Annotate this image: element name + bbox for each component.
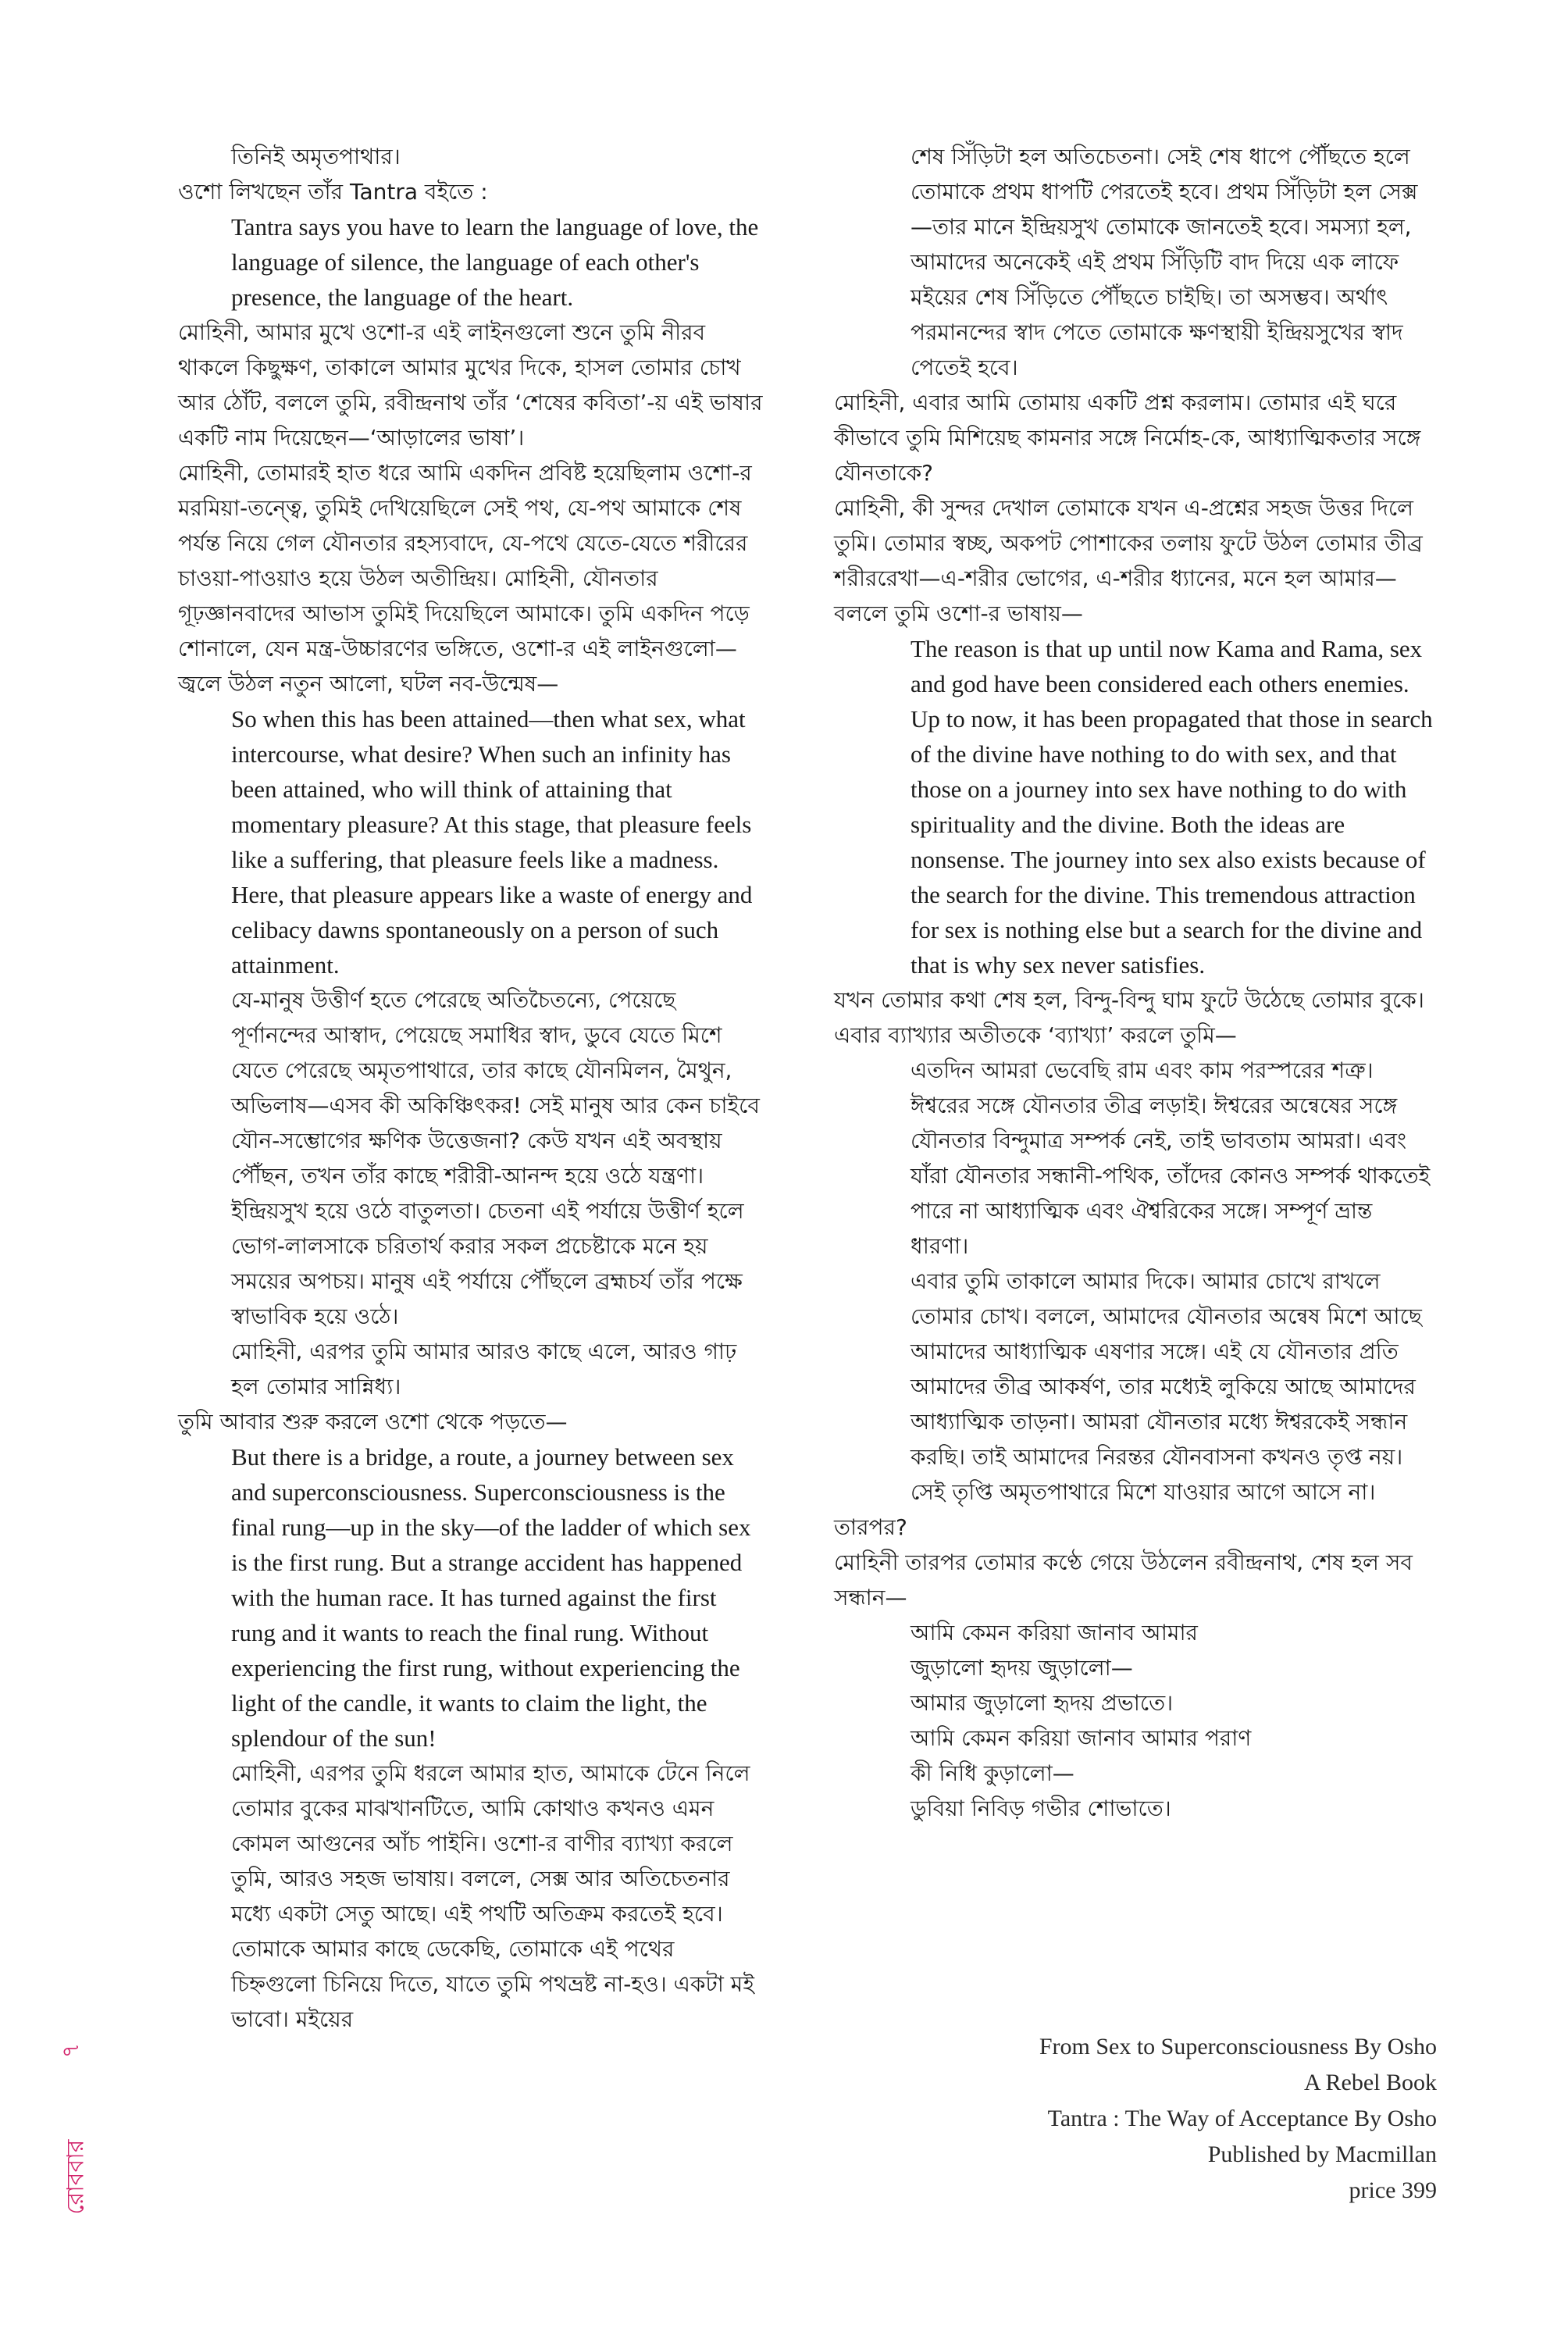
credit-line: From Sex to Superconsciousness By Osho [1039,2034,1437,2059]
bengali-paragraph: জুড়ালো হৃদয় জুড়ালো— [911,1655,1133,1681]
bengali-paragraph: যে-মানুষ উত্তীর্ণ হতে পেরেছে অতিচৈতন্যে, পেয়েছে পূর্ণানন্দের আস্বাদ, পেয়েছে সমাধির স্বাদ, ডুবে যেতে মিশে যেতে পেরেছে অমৃতপাথারে, তার কাছে যৌনমিলন, মৈথুন, অভিলাষ—এসব কী অকিঞ্চিৎকর! সেই মানুষ আর কেন চাইবে যৌন-সম্ভোগের ক্ষণিক উত্তেজনা? কেউ যখন এই অবস্থায় পৌঁছন, তখন তাঁর কাছে শরীরী-আনন্দ হয়ে ওঠে যন্ত্রণা। ইন্দ্রিয়সুখ হয়ে ওঠে বাতুলতা। চেতনা এই পর্যায়ে উত্তীর্ণ হলে ভোগ-লালসাকে চরিতার্থ করার সকল প্রচেষ্টাকে মনে হয় সময়ের অপচয়। মানুষ এই পর্যায়ে পৌঁছলে ব্রহ্মচর্য তাঁর পক্ষে স্বাভাবিক হয়ে ওঠে। [231,987,760,1329]
bengali-paragraph: ডুবিয়া নিবিড় গভীর শোভাতে। [911,1795,1171,1821]
bengali-paragraph: মোহিনী, এরপর তুমি আমার আরও কাছে এলে, আরও গাঢ় হল তোমার সান্নিধ্য। [231,1339,737,1400]
page-folio [56,2031,95,2234]
credit-line: A Rebel Book [1304,2070,1437,2095]
bengali-paragraph: তারপর? [834,1514,907,1540]
bengali-paragraph: আমার জুড়ালো হৃদয় প্রভাতে। [911,1690,1174,1716]
bengali-paragraph: এতদিন আমরা ভেবেছি রাম এবং কাম পরস্পরের শত্রু। ঈশ্বরের সঙ্গে যৌনতার তীব্র লড়াই। ঈশ্বরের অন্বেষের সঙ্গে যৌনতার বিন্দুমাত্র সম্পর্ক নেই, তাই ভাবতাম আমরা। এবং যাঁরা যৌনতার সন্ধানী-পথিক, তাঁদের কোনও সম্পর্ক থাকতেই পারে না আধ্যাত্মিক এবং ঐশ্বরিকের সঙ্গে। সম্পূর্ণ ভ্রান্ত ধারণা। [911,1057,1431,1259]
bengali-paragraph: মোহিনী, এরপর তুমি ধরলে আমার হাত, আমাকে টেনে নিলে তোমার বুকের মাঝখানটিতে, আমি কোথাও কখনও এমন কোমল আগুনের আঁচ পাইনি। ওশো-র বাণীর ব্যাখ্যা করলে তুমি, আরও সহজ ভাষায়। বললে, সেক্স আর অতিচেতনার মধ্যে একটা সেতু আছে। এই পথটি অতিক্রম করতেই হবে। তোমাকে আমার কাছে ডেকেছি, তোমাকে এই পথের চিহ্নগুলো চিনিয়ে দিতে, যাতে তুমি পথভ্রষ্ট না-হও। একটা মই ভাবো। মইয়ের [231,1760,754,2032]
bengali-paragraph: কী নিধি কুড়ালো— [911,1760,1074,1786]
bengali-paragraph: মোহিনী, আমার মুখে ওশো-র এই লাইনগুলো শুনে তুমি নীরব থাকলে কিছুক্ষণ, তাকালে আমার মুখের দিকে, হাসল তোমার চোখ আর ঠোঁট, বললে তুমি, রবীন্দ্রনাথ তাঁর ‘শেষের কবিতা’-য় এই ভাষার একটি নাম দিয়েছেন—‘আড়ালের ভাষা’। [178,319,763,451]
bengali-paragraph: আমি কেমন করিয়া জানাব আমার পরাণ [911,1725,1252,1751]
english-quote-paragraph: The reason is that up until now Kama and Rama, sex and god have been considered each others enemies. Up to now, it has been propagated that those in search of the divine have nothing to do with sex, and that those on a journey into sex have nothing to do with spirituality and the divine. Both the ideas are nonsense. The journey into sex also exists because of the search for the divine. This tremendous attraction for sex is nothing else but a search for the divine and that is why sex never satisfies. [911,635,1433,979]
bengali-paragraph: মোহিনী, তোমারই হাত ধরে আমি একদিন প্রবিষ্ট হয়েছিলাম ওশো-র মরমিয়া-তন্ত্বে, তুমিই দেখিয়েছিলে সেই পথ, যে-পথ আমাকে শেষ পর্যন্ত নিয়ে গেল যৌনতার রহস্যবাদে, যে-পথে যেতে-যেতে শরীরের চাওয়া-পাওয়াও হয়ে উঠল অতীন্দ্রিয়। মোহিনী, যৌনতার গূঢ়জ্ঞানবাদের আভাস তুমিই দিয়েছিলে আমাকে। তুমি একদিন পড়ে শোনালে, যেন মন্ত্র-উচ্চারণের ভঙ্গিতে, ওশো-র এই লাইনগুলো—জ্বলে উঠল নতুন আলো, ঘটল নব-উন্মেষ— [178,460,752,697]
bengali-paragraph: মোহিনী, কী সুন্দর দেখাল তোমাকে যখন এ-প্রশ্নের সহজ উত্তর দিলে তুমি। তোমার স্বচ্ছ, অকপট পোশাকের তলায় ফুটে উঠল তোমার তীব্র শরীররেখা—এ-শরীর ভোগের, এ-শরীর ধ্যানের, মনে হল আমার—বললে তুমি ওশো-র ভাষায়— [834,495,1423,626]
bengali-paragraph: আমি কেমন করিয়া জানাব আমার [911,1620,1198,1646]
credit-line: price 399 [1349,2177,1437,2203]
bengali-paragraph: শেষ সিঁড়িটা হল অতিচেতনা। সেই শেষ ধাপে পৌঁছতে হলে তোমাকে প্রথম ধাপটি পেরতেই হবে। প্রথম সিঁড়িটা হল সেক্স—তার মানে ইন্দ্রিয়সুখ তোমাকে জানতেই হবে। সমস্যা হল, আমাদের অনেকেই এই প্রথম সিঁড়িটি বাদ দিয়ে এক লাফে মইয়ের শেষ সিঁড়িতে পৌঁছতে চাইছি। তা অসম্ভব। অর্থাৎ পরমানন্দের স্বাদ পেতে তোমাকে ক্ষণস্থায়ী ইন্দ্রিয়সুখের স্বাদ পেতেই হবে। [911,144,1418,380]
bengali-paragraph: যখন তোমার কথা শেষ হল, বিন্দু-বিন্দু ঘাম ফুটে উঠেছে তোমার বুকে। এবার ব্যাখ্যার অতীতকে ‘ব্যাখ্যা’ করলে তুমি— [834,987,1424,1048]
bengali-paragraph: এবার তুমি তাকালে আমার দিকে। আমার চোখে রাখলে তোমার চোখ। বললে, আমাদের যৌনতার অন্বেষ মিশে আছে আমাদের আধ্যাত্মিক এষণার সঙ্গে। এই যে যৌনতার প্রতি আমাদের তীব্র আকর্ষণ, তার মধ্যেই লুকিয়ে আছে আমাদের আধ্যাত্মিক তাড়না। আমরা যৌনতার মধ্যে ঈশ্বরকেই সন্ধান করছি। তাই আমাদের নিরন্তর যৌনবাসনা কখনও তৃপ্ত নয়। সেই তৃপ্তি অমৃতপাথারে মিশে যাওয়ার আগে আসে না। [911,1268,1422,1505]
english-quote-paragraph: So when this has been attained—then what sex, what intercourse, what desire? When such an infinity has been attained, who will think of attaining that momentary pleasure? At this stage, that pleasure feels like a suffering, that pleasure feels like a madness. Here, that pleasure appears like a waste of energy and celibacy dawns spontaneously on a person of such attainment. [231,705,753,979]
bengali-paragraph: তুমি আবার শুরু করলে ওশো থেকে পড়তে— [178,1409,568,1435]
english-quote-paragraph: But there is a bridge, a route, a journey between sex and superconsciousness. Superconsciousness is the final rung—up in the sky—of the ladder of which sex is the first rung. But a strange accident has happened with the human race. It has turned against the first rung and it wants to reach the final rung. Without experiencing the first rung, without experiencing the light of the candle, it wants to claim the light, the splendour of the sun! [231,1443,751,1752]
page-number: ৭ [57,2042,85,2059]
bengali-paragraph: ওশো লিখছেন তাঁর Tantra বইতে : [178,179,488,205]
credit-line: Tantra : The Way of Acceptance By Osho [1047,2106,1437,2131]
magazine-name: রোববার [62,2139,90,2215]
bengali-paragraph: মোহিনী, এবার আমি তোমায় একটি প্রশ্ন করলাম। তোমার এই ঘরে কীভাবে তুমি মিশিয়েছ কামনার সঙ্গে নির্মোহ-কে, আধ্যাত্মিকতার সঙ্গে যৌনতাকে? [834,390,1421,486]
book-credits [937,2029,1437,2209]
right-column [812,139,1437,1826]
bengali-paragraph: তিনিই অমৃতপাথার। [231,144,401,169]
bengali-paragraph: মোহিনী তারপর তোমার কণ্ঠে গেয়ে উঠলেন রবীন্দ্রনাথ, শেষ হল সব সন্ধান— [834,1549,1413,1610]
left-column [156,139,765,2037]
credit-line: Published by Macmillan [1207,2141,1437,2167]
english-quote-paragraph: Tantra says you have to learn the language of love, the language of silence, the language of each other's presence, the language of the heart. [231,213,759,311]
